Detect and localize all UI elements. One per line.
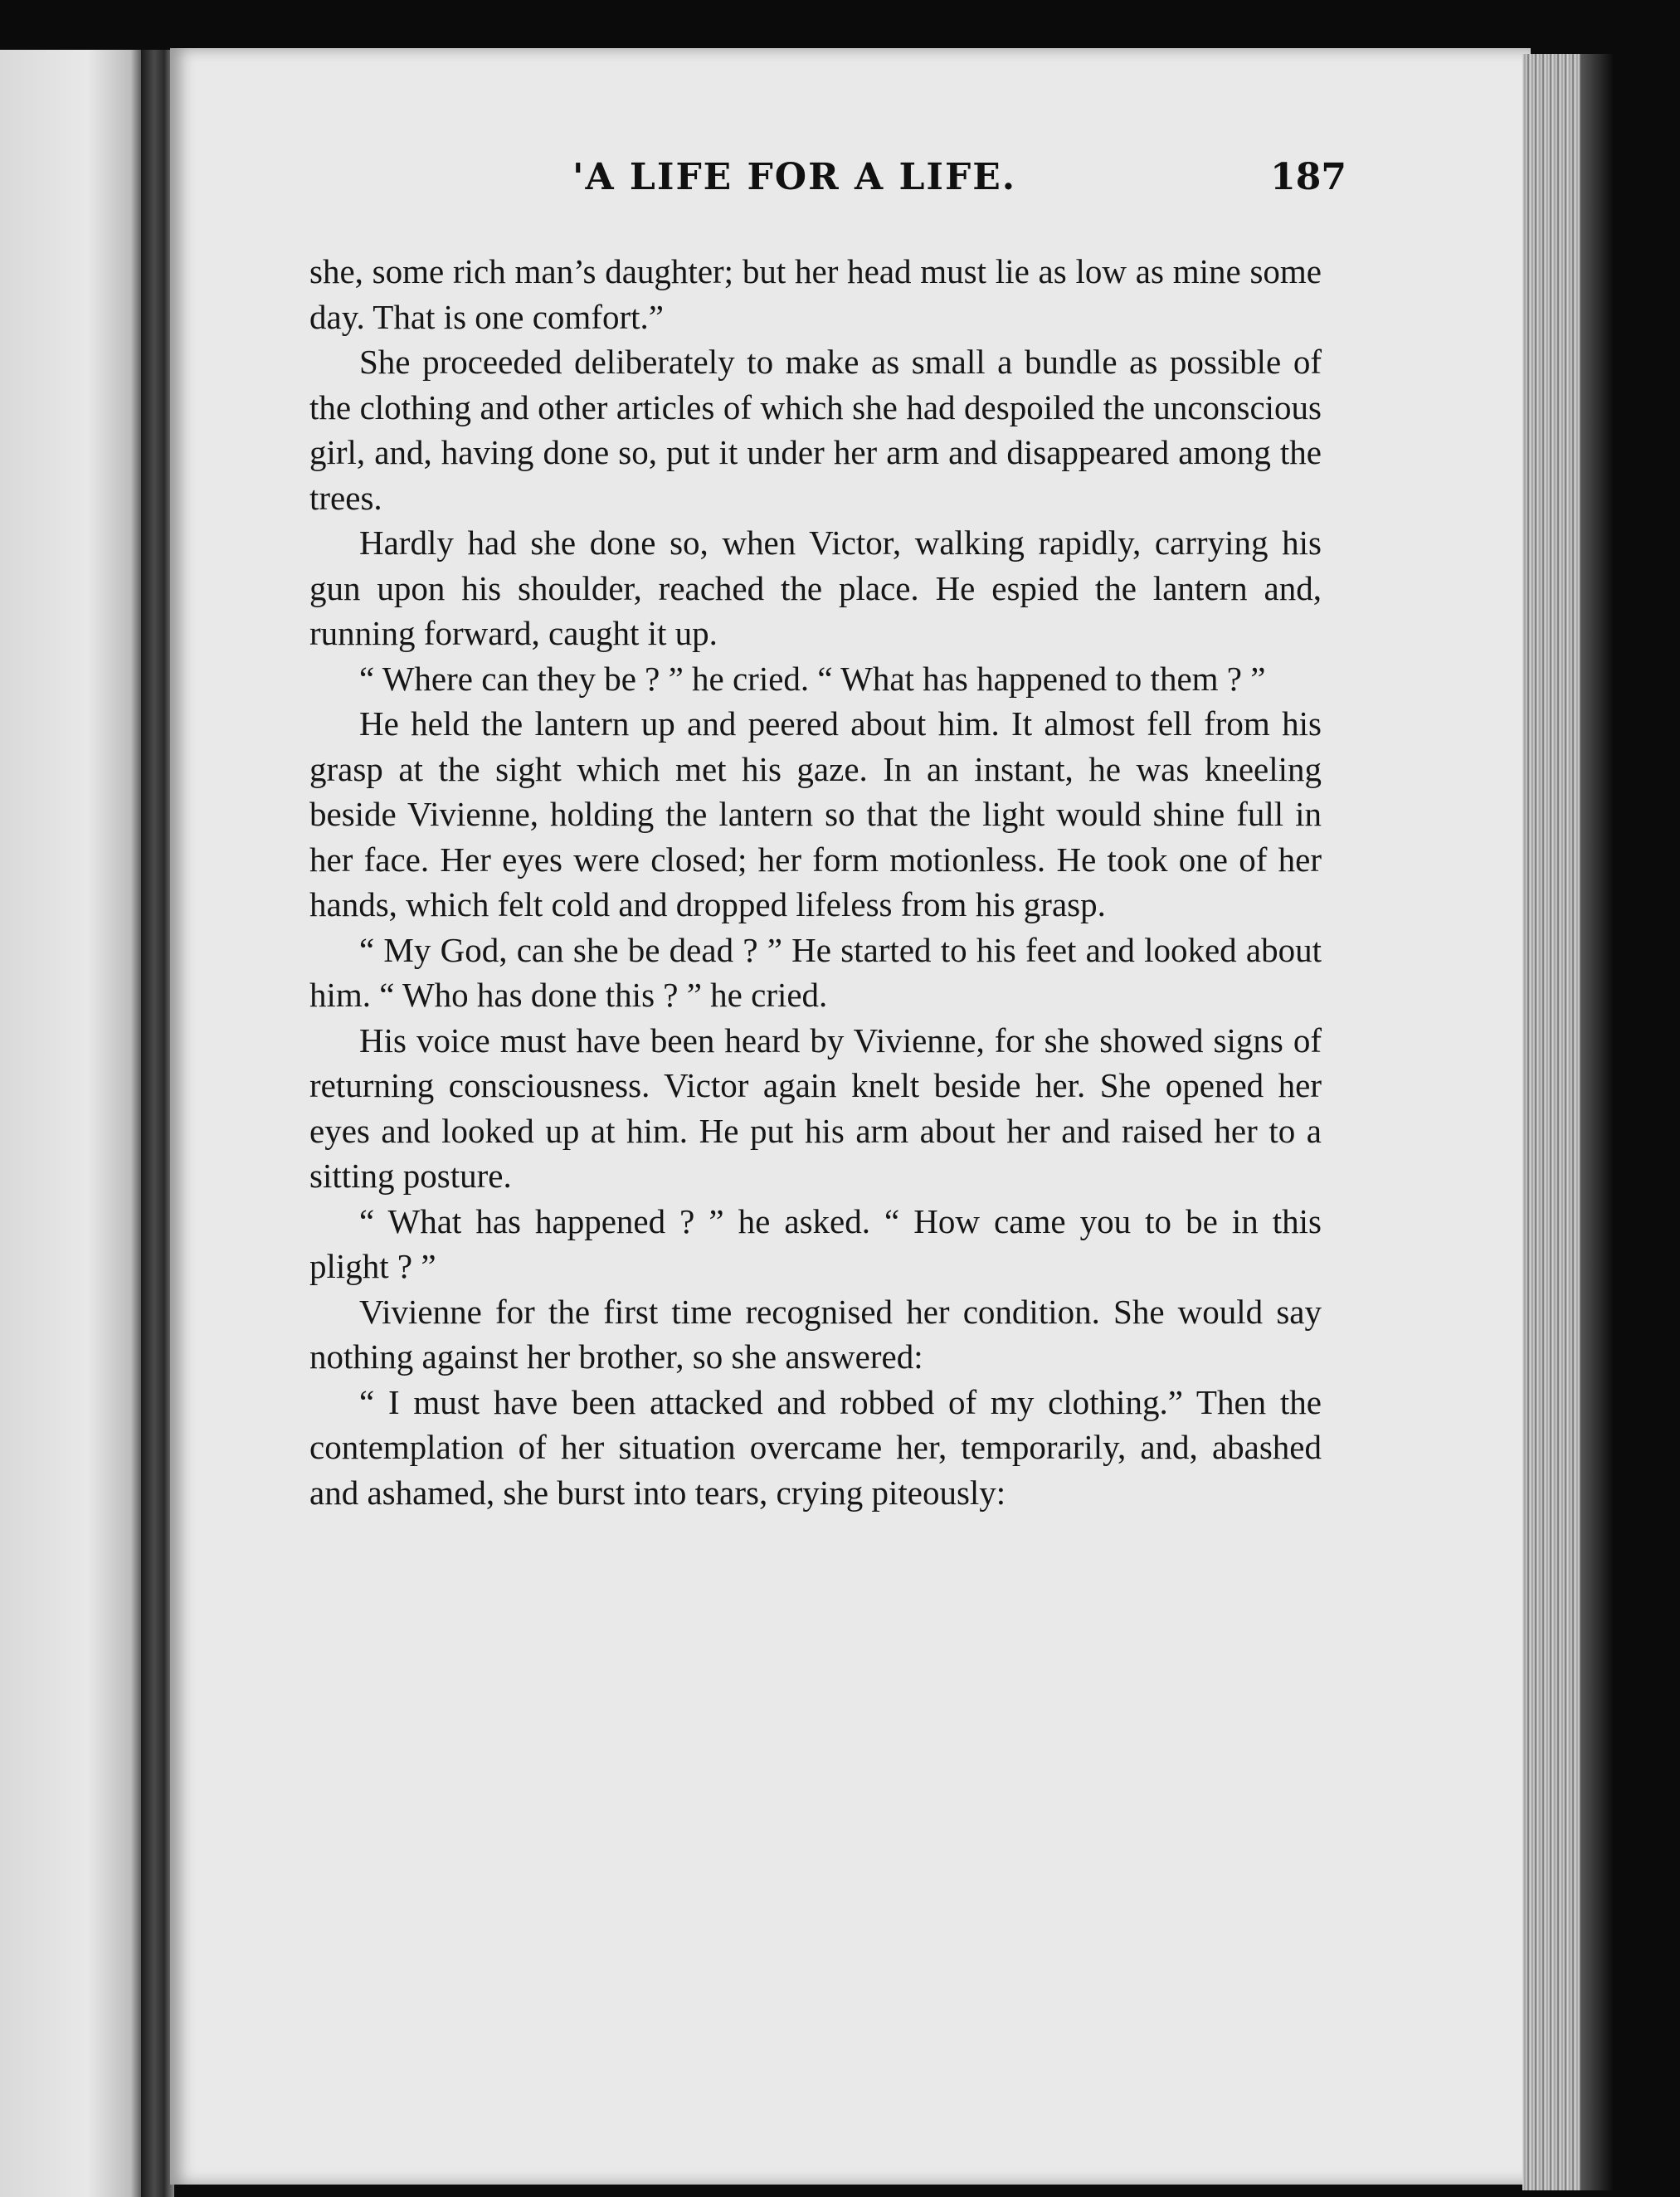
page-stack-edges	[1522, 54, 1589, 2190]
paragraph: “ What has happened ? ” he asked. “ How came you to be in this plight ? ”	[309, 1201, 1322, 1285]
page-number: 187	[1270, 156, 1346, 198]
body-text	[309, 249, 1322, 1515]
paragraph: “ My God, can she be dead ? ” He started to his feet and looked about him. “ Who has done this ? ” he cried.	[309, 930, 1322, 1014]
book-gutter	[141, 50, 174, 2197]
paragraph: Hardly had she done so, when Victor, walking rapidly, carrying his gun upon his shoulder, reached the place. He espied the lantern and, running forward, caught it up.	[309, 524, 1322, 652]
paragraph: “ I must have been attacked and robbed of my clothing.” Then the contemplation of her situation overcame her, temporarily, and, abashed and ashamed, she burst into tears, crying piteously:	[309, 1382, 1322, 1512]
page-stack-shadow	[1580, 54, 1614, 2190]
paragraph: Vivienne for the first time recognised her condition. She would say nothing against her brother, so she answered:	[309, 1292, 1322, 1376]
paragraph: She proceeded deliberately to make as small a bundle as possible of the clothing and other articles of which she had despoiled the unconscious girl, and, having done so, put it under her arm and disappeared among the trees.	[309, 343, 1322, 517]
paragraph: His voice must have been heard by Vivienne, for she showed signs of returning consciousness. Victor again knelt beside her. She opened her eyes and looked up at him. He put his arm about her and raised her to a sitting posture.	[309, 1021, 1322, 1195]
paragraph: she, some rich man’s daughter; but her head must lie as low as mine some day. That is one comfort.”	[309, 252, 1322, 336]
facing-page-edge	[0, 50, 145, 2197]
running-title: 'A LIFE FOR A LIFE.	[572, 156, 1017, 198]
paragraph: “ Where can they be ? ” he cried. “ What has happened to them ? ”	[359, 659, 1266, 698]
paragraph: He held the lantern up and peered about him. It almost fell from his grasp at the sight which met his gaze. In an instant, he was kneeling beside Vivienne, holding the lantern so that the light would shine full in her face. Her eyes were closed; her form motionless. He took one of her hands, which felt cold and dropped lifeless from his grasp.	[309, 704, 1322, 923]
page-header	[305, 156, 1346, 214]
